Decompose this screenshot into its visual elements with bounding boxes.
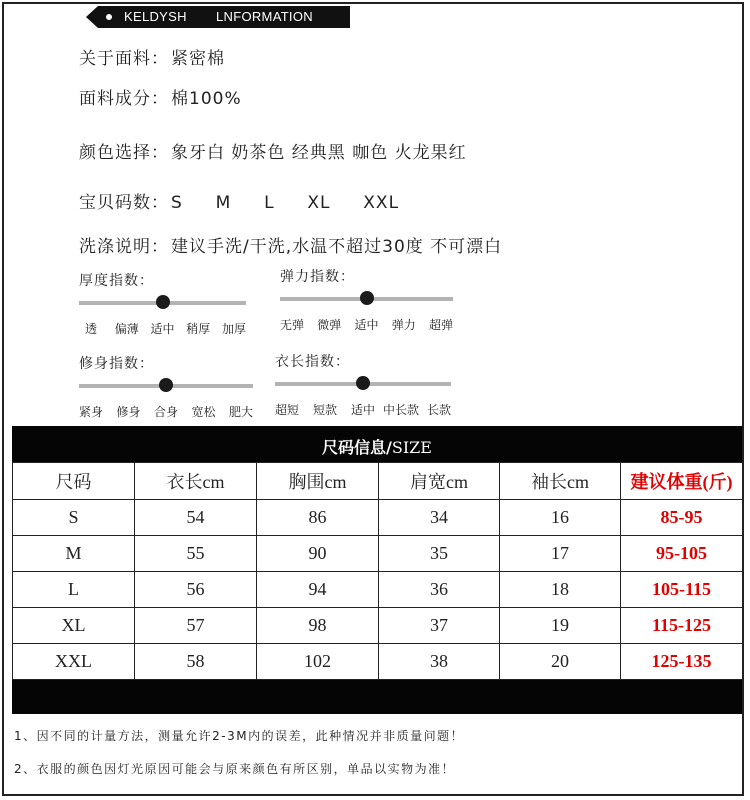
table-cell: XL [13,608,135,644]
index-option: 适中 [354,318,379,332]
info-label: 关于面料： [79,49,169,69]
index-option: 肥大 [228,405,254,419]
table-cell: 34 [379,500,500,536]
index-option: 紧身 [78,405,104,419]
size-table [12,462,743,680]
index-option: 长款 [426,403,452,417]
info-value: S M L XL XXL [171,193,400,213]
table-cell: 54 [135,500,257,536]
header-cell: 肩宽cm [379,463,500,500]
info-label: 宝贝码数： [79,193,169,213]
info-value: 紧密棉 [171,49,225,69]
table-header-row [13,463,743,500]
table-cell: 58 [135,644,257,680]
table-footer-bar [12,680,742,714]
index-option: 超短 [274,403,300,417]
table-cell: 125-135 [621,644,743,680]
note-color: 2、衣服的颜色因灯光原因可能会与原来颜色有所区别，单品以实物为准！ [14,762,456,776]
table-cell: XXL [13,644,135,680]
info-label: 颜色选择： [79,143,169,163]
table-cell: 20 [500,644,621,680]
info-composition [79,84,242,109]
info-value: 建议手洗/干洗,水温不超过30度 不可漂白 [171,237,503,257]
table-cell: 55 [135,536,257,572]
header-cell: 胸围cm [257,463,379,500]
index-option: 中长款 [382,403,420,417]
index-title: 修身指数： [79,356,154,372]
index-title: 弹力指数： [280,269,355,285]
index-option: 超弹 [428,318,454,332]
info-value: 棉100% [171,89,242,109]
info-washing [79,232,502,257]
table-row [13,608,743,644]
index-option: 无弹 [279,318,305,332]
table-cell: 94 [257,572,379,608]
table-cell: 36 [379,572,500,608]
table-cell: 37 [379,608,500,644]
index-option: 弹力 [391,318,416,332]
index-option: 微弹 [317,318,342,332]
table-cell: 85-95 [621,500,743,536]
index-slider-knob [360,291,374,305]
banner-brand: KELDYSH [124,9,187,24]
table-cell: 98 [257,608,379,644]
index-slider-knob [356,376,370,390]
table-cell: 90 [257,536,379,572]
table-cell: 86 [257,500,379,536]
title-cn: 尺码信息/ [322,438,392,457]
header-cell: 袖长cm [500,463,621,500]
header-cell: 衣长cm [135,463,257,500]
index-option: 适中 [350,403,376,417]
index-option: 修身 [116,405,141,419]
table-cell: 56 [135,572,257,608]
info-sizes [79,188,399,213]
table-row [13,500,743,536]
index-title: 衣长指数： [275,354,350,370]
table-cell: 16 [500,500,621,536]
header-cell: 建议体重(斤) [621,463,743,500]
table-cell: S [13,500,135,536]
index-option: 透 [84,322,98,336]
info-label: 面料成分： [79,89,169,109]
info-colors [79,138,467,163]
index-option: 短款 [312,403,338,417]
table-row [13,536,743,572]
index-option: 加厚 [221,322,247,336]
table-cell: L [13,572,135,608]
info-label: 洗涤说明： [79,237,169,257]
table-row [13,644,743,680]
index-title: 厚度指数： [79,273,154,289]
bullet-icon [106,14,112,20]
index-option: 适中 [150,322,175,336]
table-cell: 95-105 [621,536,743,572]
table-cell: 57 [135,608,257,644]
table-cell: 115-125 [621,608,743,644]
size-table-block [12,426,742,714]
table-cell: 18 [500,572,621,608]
table-row [13,572,743,608]
note-measurement: 1、因不同的计量方法，测量允许2-3M内的误差，此种情况并非质量问题！ [14,729,465,743]
header-cell: 尺码 [13,463,135,500]
table-cell: 19 [500,608,621,644]
table-cell: 38 [379,644,500,680]
table-cell: 17 [500,536,621,572]
table-cell: 35 [379,536,500,572]
info-banner [86,6,350,28]
index-option: 稍厚 [186,322,211,336]
index-option: 宽松 [191,405,216,419]
info-value: 象牙白 奶茶色 经典黑 咖色 火龙果红 [171,143,467,163]
title-en: SIZE [391,438,432,457]
index-option: 偏薄 [114,322,139,336]
table-cell: 105-115 [621,572,743,608]
banner-word: LNFORMATION [216,9,313,24]
index-slider-knob [159,378,173,392]
index-slider-knob [156,295,170,309]
index-option: 合身 [153,405,179,419]
table-cell: M [13,536,135,572]
table-cell: 102 [257,644,379,680]
size-table-title [12,435,742,458]
info-fabric [79,44,225,69]
